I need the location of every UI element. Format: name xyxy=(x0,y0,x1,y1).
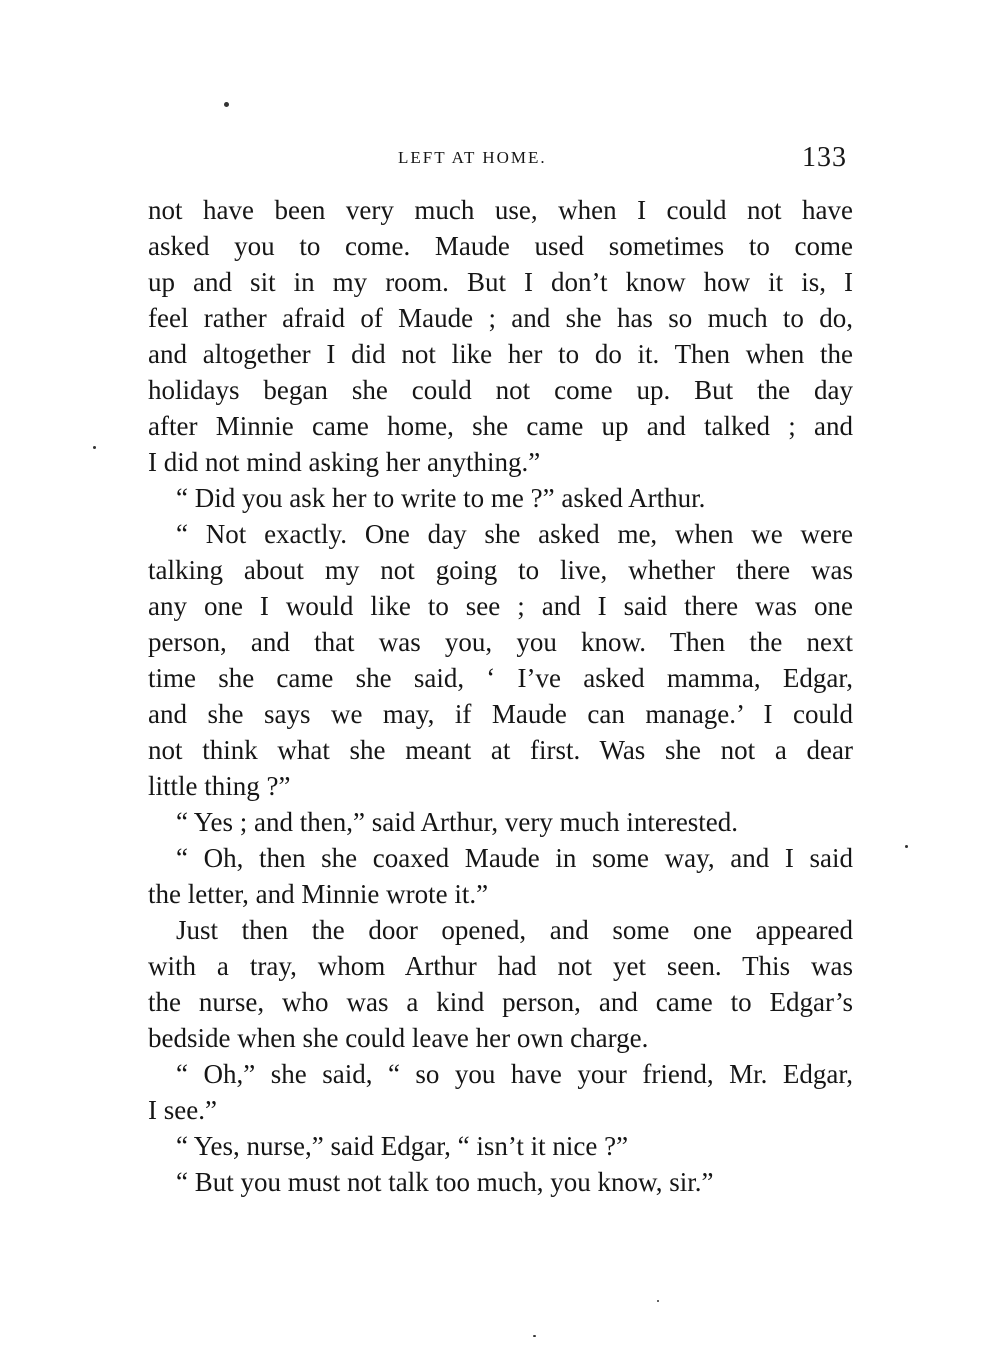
text-line: I see.” xyxy=(148,1095,217,1125)
text-line: “ Oh, then she coaxed Maude in some way, and I said xyxy=(176,843,853,873)
text-line: “ Yes ; and then,” said Arthur, very much interested. xyxy=(176,807,739,837)
text-line: feel rather afraid of Maude ; and she has so much to do, xyxy=(148,303,853,333)
text-line: any one I would like to see ; and I said there was one xyxy=(148,591,853,621)
text-line: talking about my not going to live, whether there was xyxy=(148,555,853,585)
text-line: not have been very much use, when I could not have xyxy=(148,195,853,225)
text-line: with a tray, whom Arthur had not yet seen. This was xyxy=(148,951,853,981)
text-line: Just then the door opened, and some one appeared xyxy=(176,915,853,945)
running-title: LEFT AT HOME. xyxy=(398,148,547,167)
text-line: person, and that was you, you know. Then the next xyxy=(148,627,853,657)
text-line: “ Did you ask her to write to me ?” asked Arthur. xyxy=(176,483,706,513)
text-line: little thing ?” xyxy=(148,771,291,801)
text-line: “ But you must not talk too much, you know, sir.” xyxy=(176,1167,714,1197)
page-header xyxy=(148,140,853,180)
text-line: “ Yes, nurse,” said Edgar, “ isn’t it nice ?” xyxy=(176,1131,629,1161)
print-speck xyxy=(657,1300,659,1302)
text-line: holidays began she could not come up. But the day xyxy=(148,375,853,405)
text-line: and she says we may, if Maude can manage.’ I could xyxy=(148,699,853,729)
text-line: after Minnie came home, she came up and talked ; and xyxy=(148,411,853,441)
text-line: the nurse, who was a kind person, and came to Edgar’s xyxy=(148,987,853,1017)
text-line: I did not mind asking her anything.” xyxy=(148,447,541,477)
text-line: bedside when she could leave her own charge. xyxy=(148,1023,649,1053)
print-speck xyxy=(93,446,96,449)
text-line: “ Not exactly. One day she asked me, when we were xyxy=(176,519,853,549)
print-speck xyxy=(905,845,908,848)
text-line: asked you to come. Maude used sometimes to come xyxy=(148,231,853,261)
text-line: and altogether I did not like her to do it. Then when the xyxy=(148,339,853,369)
text-line: up and sit in my room. But I don’t know how it is, I xyxy=(148,267,853,297)
page-number: 133 xyxy=(802,142,847,173)
print-speck xyxy=(533,1335,536,1337)
print-speck xyxy=(224,102,229,107)
body-text xyxy=(148,192,853,1200)
text-line: time she came she said, ‘ I’ve asked mamma, Edgar, xyxy=(148,663,853,693)
text-line: “ Oh,” she said, “ so you have your friend, Mr. Edgar, xyxy=(176,1059,853,1089)
text-line: not think what she meant at first. Was she not a dear xyxy=(148,735,853,765)
text-line: the letter, and Minnie wrote it.” xyxy=(148,879,489,909)
